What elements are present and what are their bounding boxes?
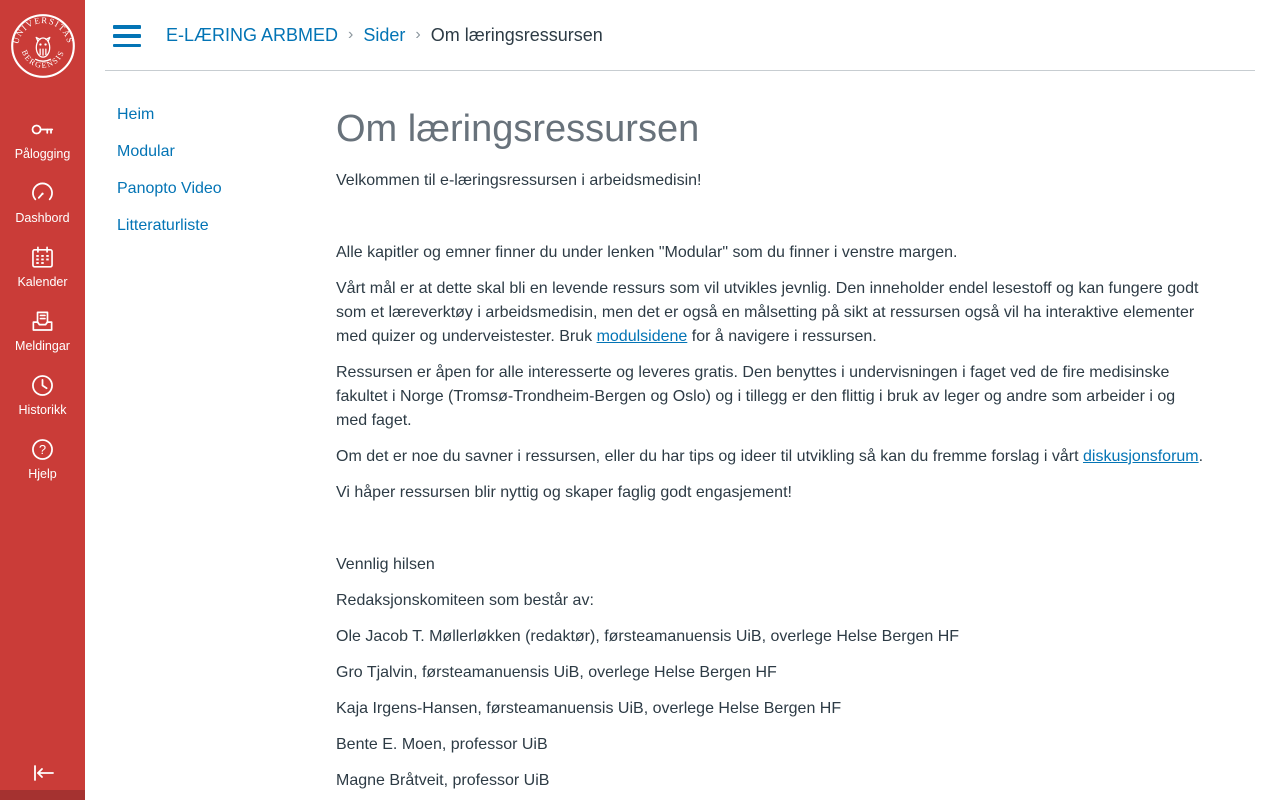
breadcrumb <box>166 25 603 46</box>
sidebar-item-meldingar[interactable] <box>0 308 85 353</box>
breadcrumb-separator-icon: › <box>415 26 421 43</box>
course-nav-item-panopto-video[interactable]: Panopto Video <box>117 180 222 197</box>
breadcrumb-item[interactable]: Sider <box>363 24 406 45</box>
paragraph: Kaja Irgens-Hansen, førsteamanuensis UiB, overlege Helse Bergen HF <box>336 699 842 717</box>
page-article <box>336 71 1280 800</box>
uib-logo[interactable] <box>9 12 77 84</box>
paragraph <box>336 517 1210 541</box>
paragraph: Vårt mål er at dette skal bli en levende ressurs som vil utvikles jevnlig. Den inneholder endel lesestoff og kan fungere godt som et læreverktøy i arbeidsmedisin, men det er også en målsetting på sikt at ressursen også vil ha interaktive elementer med quizer og underveistester. Bruk modulsidene for å navigere i ressursen. <box>336 279 1199 345</box>
content-row <box>85 71 1280 800</box>
paragraph: Velkommen til e-læringsressursen i arbeidsmedisin! <box>336 171 702 189</box>
paragraph: Vennlig hilsen <box>336 555 435 573</box>
breadcrumb-separator-icon: › <box>348 26 354 43</box>
course-nav-item-modular[interactable]: Modular <box>117 143 175 160</box>
paragraph: Redaksjonskomiteen som består av: <box>336 591 594 609</box>
course-nav-item-heim[interactable]: Heim <box>117 106 155 123</box>
hamburger-menu-button[interactable] <box>113 25 141 47</box>
article-body <box>336 169 1210 793</box>
paragraph <box>336 205 1210 229</box>
breadcrumb-item: Om læringsressursen <box>430 24 603 45</box>
paragraph: Magne Bråtveit, professor UiB <box>336 771 550 789</box>
paragraph: Alle kapitler og emner finner du under lenken "Modular" som du finner i venstre margen. <box>336 243 958 261</box>
paragraph: Ressursen er åpen for alle interesserte og leveres gratis. Den benyttes i undervisningen i faget ved de fire medisinske fakultet i Norge (Tromsø-Trondheim-Bergen og Oslo) og i tillegg er den flittig i bruk av leger og andre som arbeider i og med faget. <box>336 363 1176 429</box>
sidebar-item-label: Dashbord <box>15 211 70 225</box>
course-nav-item-litteraturliste[interactable]: Litteraturliste <box>117 217 209 234</box>
inline-link[interactable]: modulsidene <box>596 327 688 345</box>
sidebar-bottom-strip <box>0 790 85 800</box>
page-title: Om læringsressursen <box>336 108 700 150</box>
breadcrumb-item[interactable]: E-LÆRING ARBMED <box>166 24 339 45</box>
main-area <box>85 0 1280 800</box>
sidebar-item-hjelp[interactable] <box>0 436 85 481</box>
sidebar-item-palogging[interactable] <box>0 116 85 161</box>
sidebar-item-historikk[interactable] <box>0 372 85 417</box>
calendar-icon <box>29 244 56 271</box>
dashboard-icon <box>29 180 56 207</box>
sidebar-item-dashbord[interactable] <box>0 180 85 225</box>
key-icon <box>29 116 56 143</box>
svg-text:UNIVERSITAS: UNIVERSITAS <box>9 14 76 45</box>
help-icon <box>29 436 56 463</box>
uib-seal-icon <box>9 12 77 80</box>
sidebar-item-kalender[interactable] <box>0 244 85 289</box>
global-nav-menu <box>0 116 85 481</box>
svg-text:BERGENSIS: BERGENSIS <box>19 48 66 71</box>
page-header <box>105 0 1255 71</box>
paragraph: Gro Tjalvin, førsteamanuensis UiB, overlege Helse Bergen HF <box>336 663 777 681</box>
paragraph: Bente E. Moen, professor UiB <box>336 735 548 753</box>
clock-icon <box>29 372 56 399</box>
global-nav-sidebar <box>0 0 85 800</box>
sidebar-item-label: Pålogging <box>14 147 71 161</box>
paragraph: Ole Jacob T. Møllerløkken (redaktør), førsteamanuensis UiB, overlege Helse Bergen HF <box>336 627 960 645</box>
paragraph: Vi håper ressursen blir nyttig og skaper faglig godt engasjement! <box>336 483 792 501</box>
inline-link[interactable]: diskusjonsforum <box>1083 447 1199 465</box>
sidebar-item-label: Kalender <box>17 275 68 289</box>
paragraph: Om det er noe du savner i ressursen, eller du har tips og ideer til utvikling så kan du fremme forslag i vårt diskusjonsforum. <box>336 447 1204 465</box>
collapse-arrow-icon <box>30 762 56 784</box>
course-nav-menu <box>85 71 336 800</box>
sidebar-item-label: Meldingar <box>15 339 70 353</box>
collapse-sidebar-button[interactable] <box>0 762 85 784</box>
inbox-icon <box>29 308 56 335</box>
sidebar-item-label: Historikk <box>18 403 67 417</box>
sidebar-item-label: Hjelp <box>28 467 57 481</box>
